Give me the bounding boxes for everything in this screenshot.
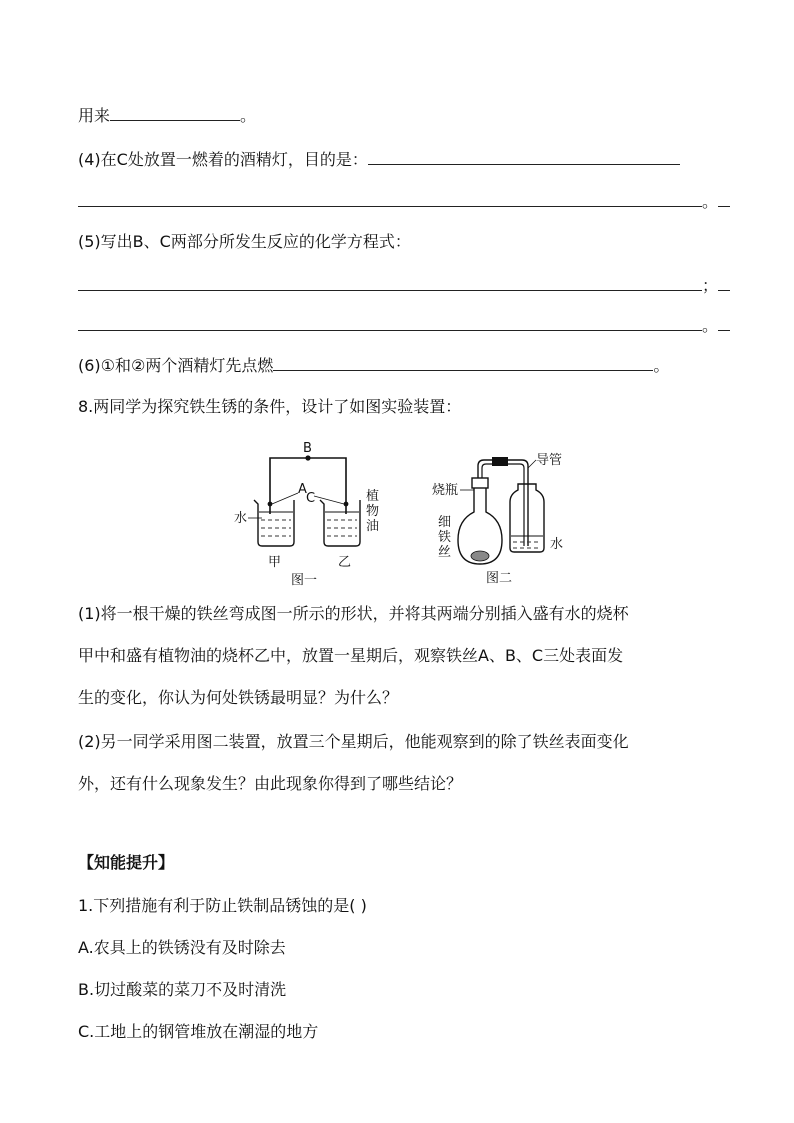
section-title-text: 【知能提升】 — [78, 853, 175, 872]
label-wire-1: 细 — [438, 515, 452, 530]
line-text: 用来 — [78, 106, 111, 125]
question-8-stem — [78, 397, 728, 417]
label-oil-2: 物 — [366, 504, 380, 519]
figure-1-beakers — [228, 438, 398, 586]
option-c[interactable] — [78, 1022, 728, 1042]
caption-fig1: 图一 — [291, 573, 318, 586]
q8-part1-line3 — [78, 688, 728, 708]
line-text: (5)写出B、C两部分所发生反应的化学方程式： — [78, 232, 411, 251]
label-jia: 甲 — [268, 555, 282, 570]
answer-blank[interactable] — [78, 276, 702, 291]
answer-blank[interactable] — [368, 150, 680, 165]
answer-blank[interactable] — [110, 106, 240, 121]
point-c — [344, 502, 349, 507]
answer-blank[interactable] — [273, 356, 653, 371]
beaker-yi — [320, 500, 360, 546]
answer-blank-tail — [718, 192, 730, 207]
point-b — [305, 455, 310, 460]
sub-question-4 — [78, 150, 728, 170]
beaker-jia — [254, 500, 294, 546]
line-end: 。 — [653, 356, 670, 375]
line-text: (6)①和②两个酒精灯先点燃 — [78, 356, 274, 375]
label-oil-1: 植 — [366, 489, 380, 504]
option-b[interactable] — [78, 980, 728, 1000]
answer-line-4b — [78, 192, 728, 212]
answer-blank[interactable] — [78, 192, 702, 207]
label-yi: 乙 — [338, 555, 352, 570]
answer-line-5a — [78, 276, 728, 296]
answer-blank[interactable] — [78, 316, 702, 331]
caption-fig2: 图二 — [486, 571, 513, 586]
label-wire-2: 铁 — [438, 530, 452, 545]
line-text: (1)将一根干燥的铁丝弯成图一所示的形状，并将其两端分别插入盛有水的烧杯 — [78, 604, 629, 623]
q8-part2-line2 — [78, 774, 728, 794]
answer-line-1 — [78, 106, 728, 126]
line-end: 。 — [702, 316, 719, 335]
label-a: A — [298, 482, 307, 497]
line-end: 。 — [702, 192, 719, 211]
label-daoguan: 导管 — [536, 453, 563, 468]
line-text: (4)在C处放置一燃着的酒精灯，目的是： — [78, 150, 368, 169]
option-text: B.切过酸菜的菜刀不及时清洗 — [78, 980, 287, 999]
sub-question-6 — [78, 356, 728, 376]
label-wire-3: 丝 — [438, 545, 452, 560]
option-text: C.工地上的钢管堆放在潮湿的地方 — [78, 1022, 319, 1041]
point-a — [268, 502, 273, 507]
flask-stopper — [472, 478, 488, 488]
iron-wire-coil — [471, 551, 489, 561]
question-1-stem — [78, 896, 728, 916]
line-text: (2)另一同学采用图二装置，放置三个星期后，他能观察到的除了铁丝表面变化 — [78, 732, 629, 751]
rubber-joint — [492, 457, 508, 466]
line-text: 生的变化，你认为何处铁锈最明显？为什么？ — [78, 688, 399, 707]
figure-2-flask — [426, 450, 586, 586]
option-a[interactable] — [78, 938, 728, 958]
section-title — [78, 853, 728, 873]
answer-blank-tail — [718, 276, 730, 291]
line-end: 。 — [240, 106, 257, 125]
line-text: 外，还有什么现象发生？由此现象你得到了哪些结论？ — [78, 774, 463, 793]
q8-part2-line1 — [78, 732, 728, 752]
line-text: 1.下列措施有利于防止铁制品锈蚀的是( ) — [78, 896, 367, 915]
line-text: 甲中和盛有植物油的烧杯乙中，放置一星期后，观察铁丝A、B、C三处表面发 — [78, 646, 624, 665]
label-water: 水 — [234, 511, 248, 526]
label-water-2: 水 — [550, 537, 564, 552]
answer-line-5b — [78, 316, 728, 336]
q8-part1-line1 — [78, 604, 728, 624]
label-c: C — [306, 491, 316, 506]
line-end: ； — [702, 276, 719, 295]
label-oil-3: 油 — [366, 519, 380, 534]
option-text: A.农具上的铁锈没有及时除去 — [78, 938, 286, 957]
label-shaoping: 烧瓶 — [432, 483, 459, 498]
q8-part1-line2 — [78, 646, 728, 666]
sub-question-5 — [78, 232, 728, 252]
line-text: 8.两同学为探究铁生锈的条件，设计了如图实验装置： — [78, 397, 462, 416]
label-b: B — [303, 441, 312, 456]
answer-blank-tail — [718, 316, 730, 331]
